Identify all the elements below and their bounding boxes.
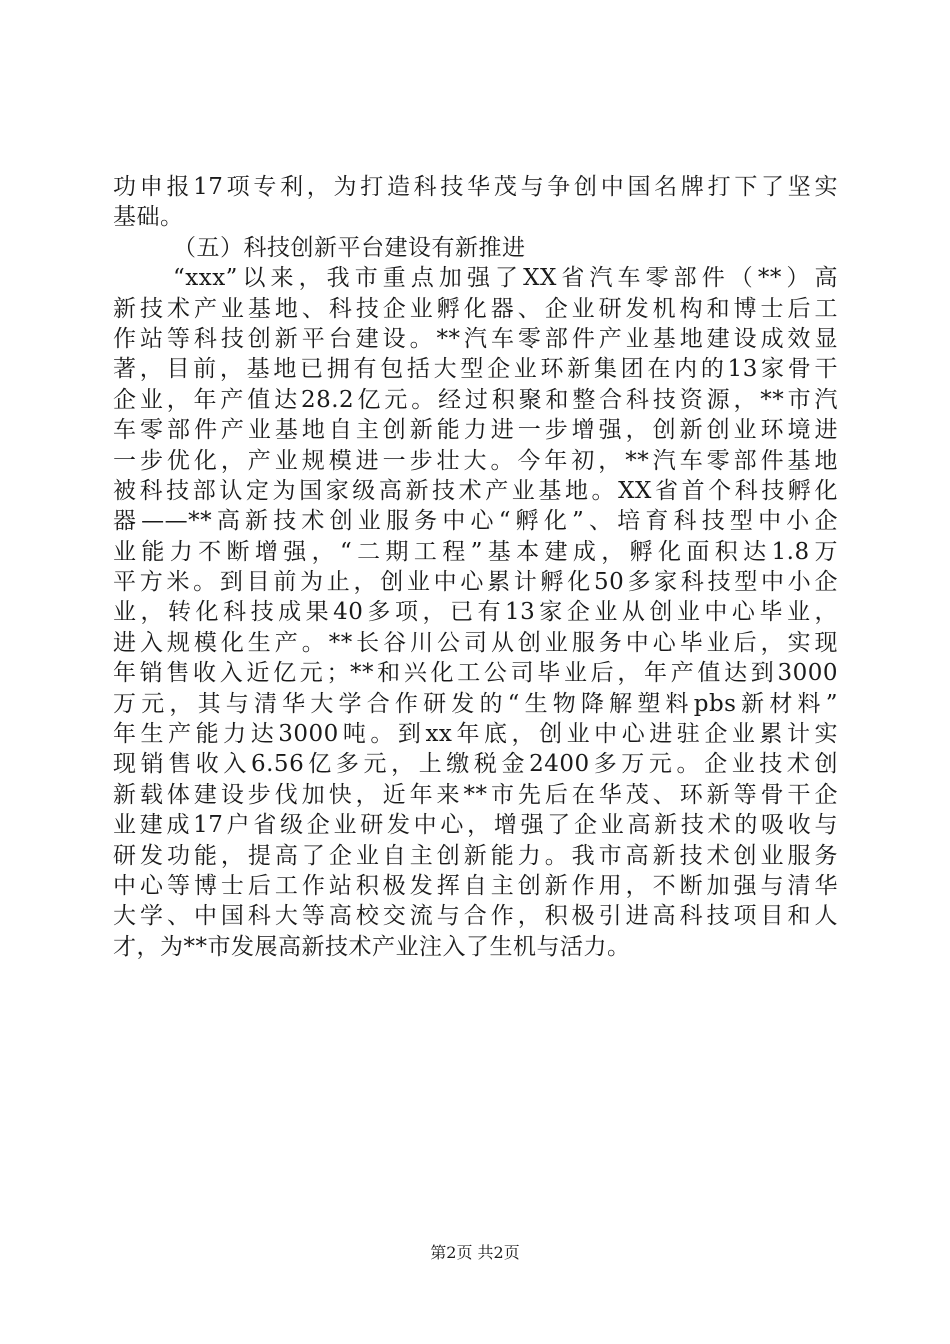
paragraph-line: 基础。 [113,204,184,231]
paragraph-line: 业能力不断增强，“二期工程”基本建成，孵化面积达1.8万 [113,538,838,565]
page-number-footer: 第2页 共2页 [430,1243,520,1262]
paragraph-line: 年生产能力达3000吨。到xx年底，创业中心进驻企业累计实 [113,721,838,748]
section-heading: （五）科技创新平台建设有新推进 [173,234,526,261]
paragraph-line: 平方米。到目前为止，创业中心累计孵化50多家科技型中小企 [113,569,838,596]
paragraph-line: 中心等博士后工作站积极发挥自主创新作用，不断加强与清华 [113,872,838,899]
paragraph-line: 著，目前，基地已拥有包括大型企业环新集团在内的13家骨干 [113,356,838,383]
paragraph-line: 一步优化，产业规模进一步壮大。今年初，**汽车零部件基地 [113,447,838,474]
paragraph-line: 被科技部认定为国家级高新技术产业基地。XX省首个科技孵化 [113,477,838,504]
paragraph-line: 研发功能，提高了企业自主创新能力。我市高新技术创业服务 [113,842,838,869]
paragraph-line: 企业，年产值达28.2亿元。经过积聚和整合科技资源，**市汽 [113,386,838,413]
paragraph-line: 才，为**市发展高新技术产业注入了生机与活力。 [113,933,631,960]
paragraph-line: 新技术产业基地、科技企业孵化器、企业研发机构和博士后工 [113,295,838,322]
paragraph-line: 车零部件产业基地自主创新能力进一步增强，创新创业环境进 [113,417,838,444]
paragraph-line: 功申报17项专利，为打造科技华茂与争创中国名牌打下了坚实 [113,174,838,200]
paragraph-line: 万元，其与清华大学合作研发的“生物降解塑料pbs新材料” [113,690,838,717]
paragraph-line: 进入规模化生产。**长谷川公司从创业服务中心毕业后，实现 [113,629,838,656]
paragraph-line: “xxx”以来，我市重点加强了XX省汽车零部件（**）高 [173,265,838,292]
paragraph-line: 现销售收入6.56亿多元，上缴税金2400多万元。企业技术创 [113,751,838,778]
paragraph-line: 大学、中国科大等高校交流与合作，积极引进高科技项目和人 [113,903,838,930]
paragraph-line: 新载体建设步伐加快，近年来**市先后在华茂、环新等骨干企 [113,781,838,808]
paragraph-line: 年销售收入近亿元；**和兴化工公司毕业后，年产值达到3000 [113,660,838,687]
paragraph-line: 器——**高新技术创业服务中心“孵化”、培育科技型中小企 [113,508,838,535]
paragraph-line: 作站等科技创新平台建设。**汽车零部件产业基地建设成效显 [113,325,838,352]
paragraph-line: 业建成17户省级企业研发中心，增强了企业高新技术的吸收与 [113,812,838,839]
paragraph-line: 业，转化科技成果40多项，已有13家企业从创业中心毕业， [113,599,838,626]
document-body [113,172,838,962]
